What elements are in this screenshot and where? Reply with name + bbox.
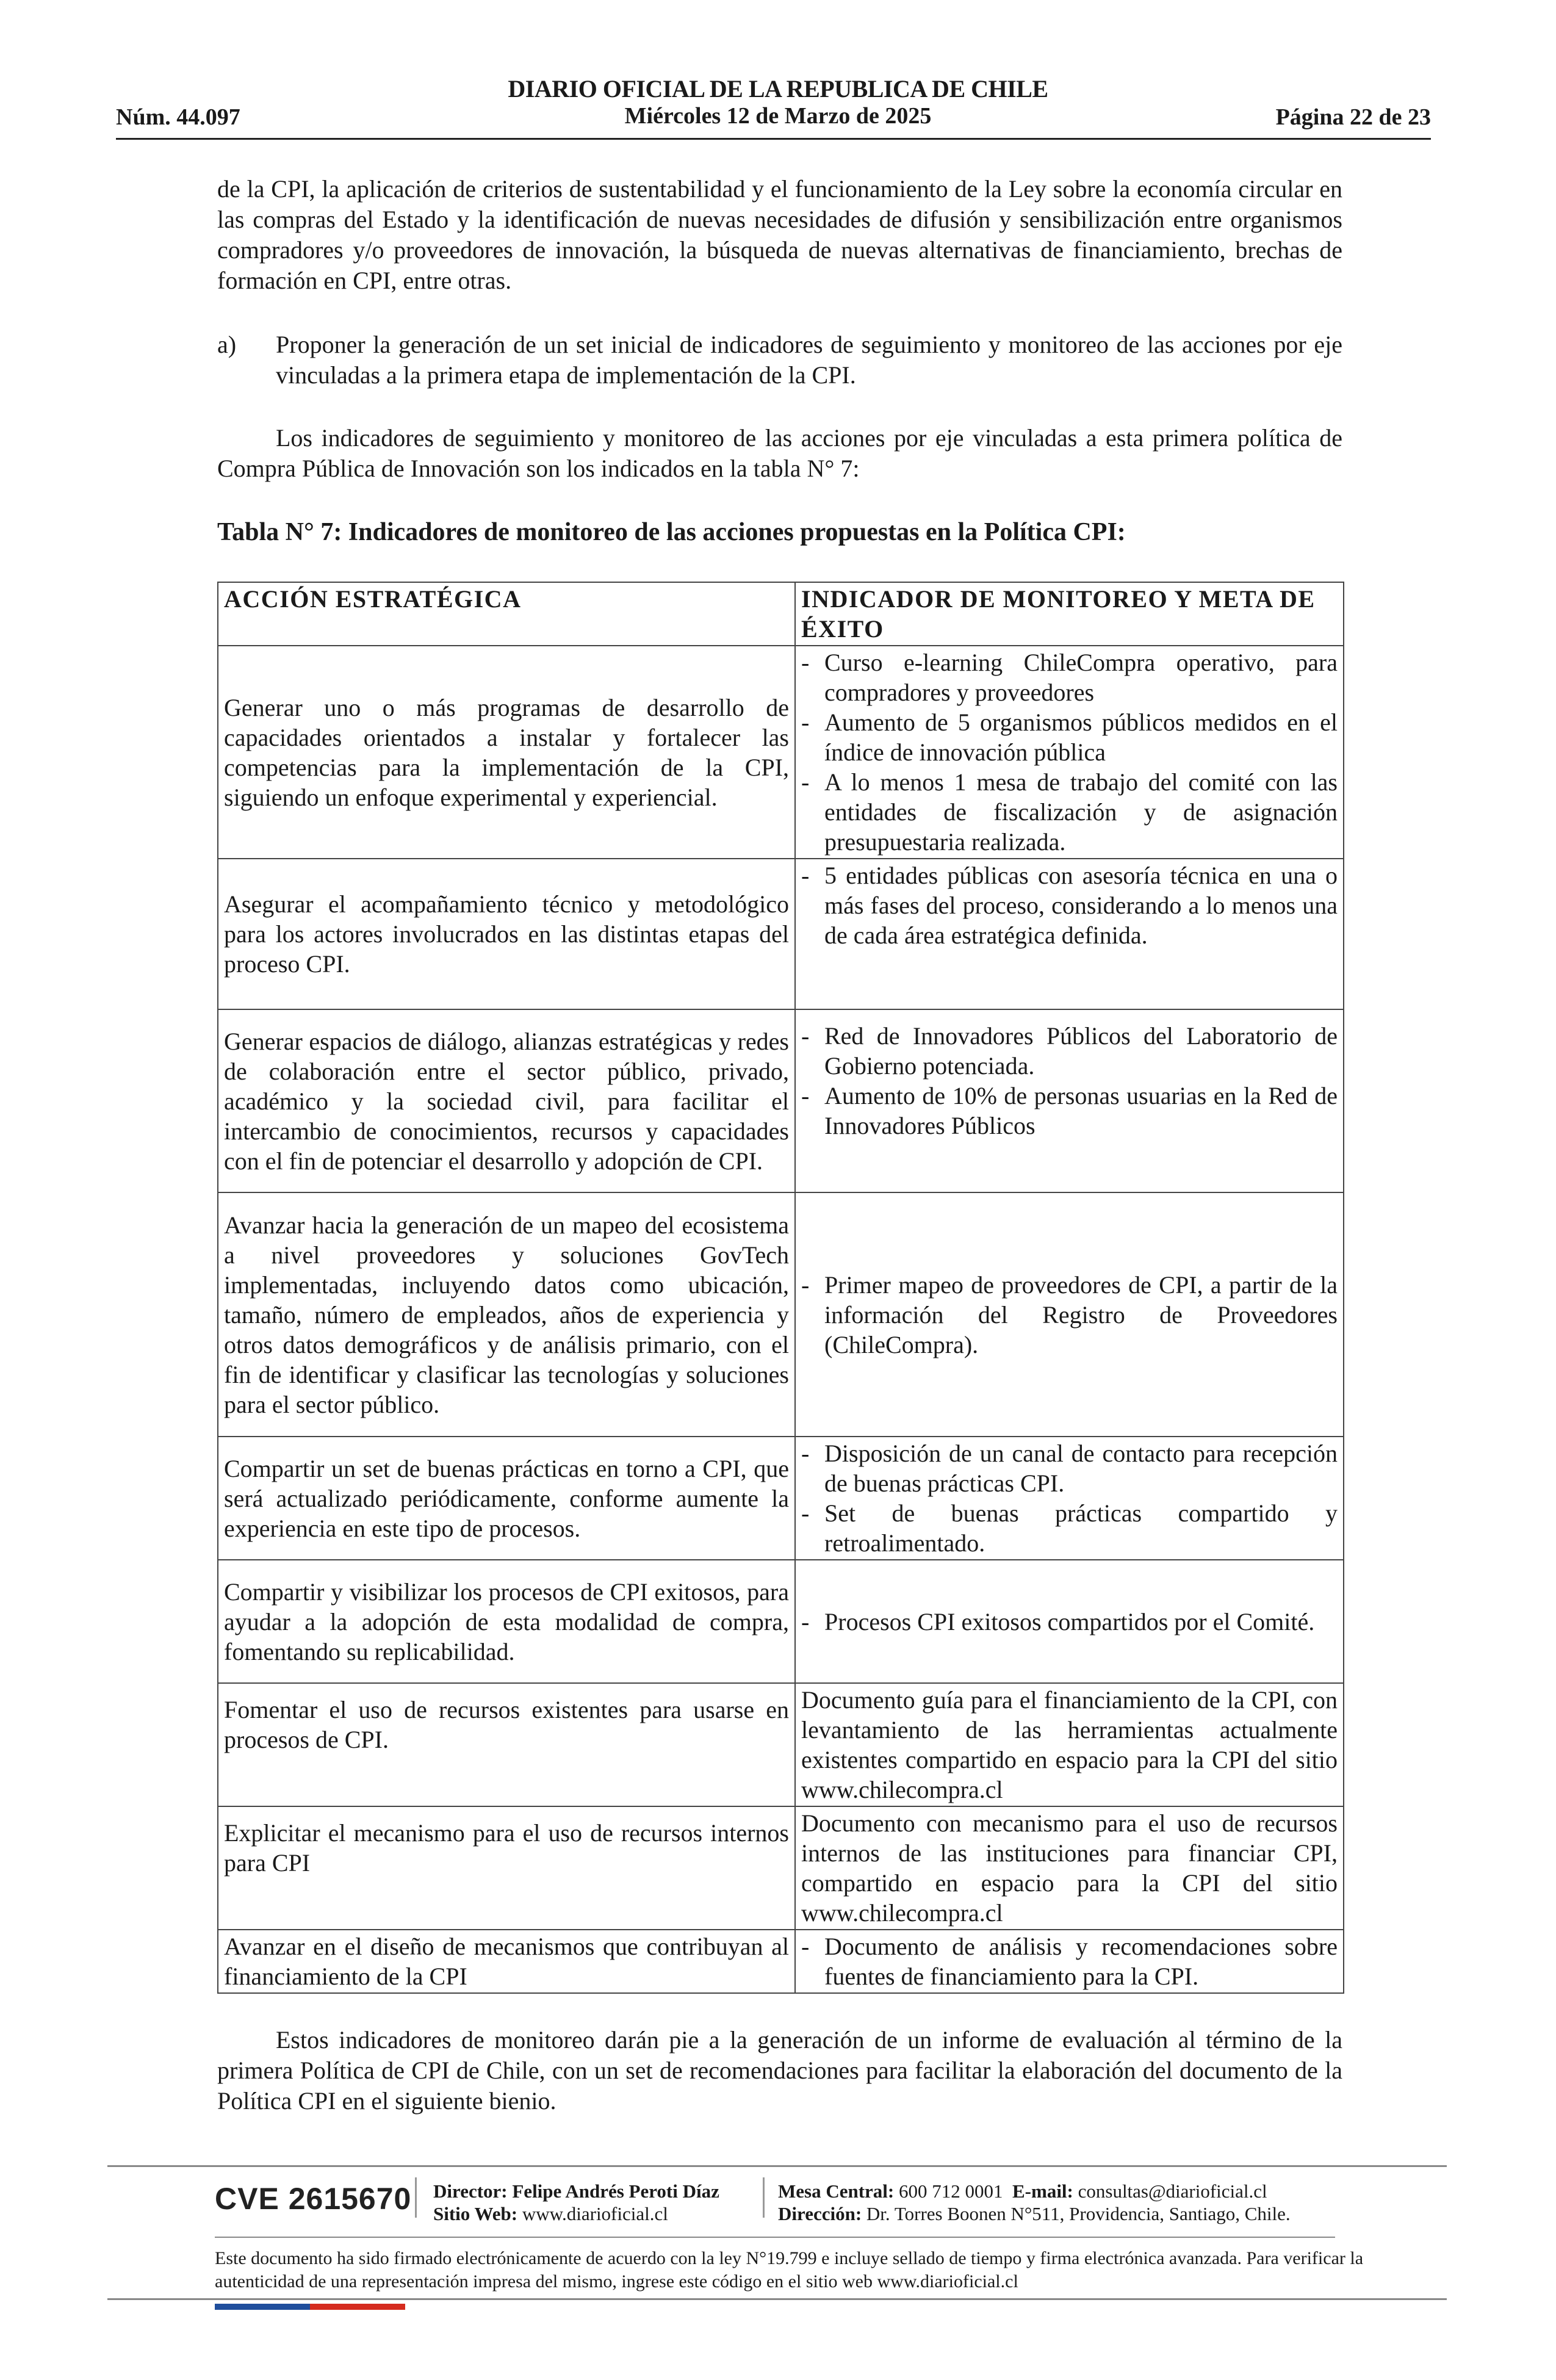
table-row [218,1930,1344,1993]
list-item-a [217,330,1342,391]
indicator-item: - Curso e-learning ChileCompra operativo, para compradores y proveedores [801,649,1338,706]
table-row [218,1009,1344,1192]
footer-separator [415,2177,417,2218]
column-header-indicator: INDICADOR DE MONITOREO Y META DE ÉXITO [795,582,1344,646]
action-cell: Generar uno o más programas de desarrollo de capacidades orientados a instalar y fortalecer las competencias para la implementación de la CPI, siguiendo un enfoque experimental y experiencial. [218,646,795,859]
list-item-text: Proponer la generación de un set inicial de indicadores de seguimiento y monitoreo de las acciones por eje vinculadas a la primera etapa de implementación de la CPI. [276,331,1342,389]
table-row [218,859,1344,1009]
email-label: E-mail: [1012,2180,1073,2202]
legal-notice: Este documento ha sido firmado electrónicamente de acuerdo con la ley N°19.799 e incluye sellado de tiempo y firma electrónica avanzada. Para verificar la autenticidad de una representación impresa del mismo, ingrese este código en el sitio web www.diarioficial.cl [215,2248,1364,2292]
flag-stripe-red [310,2304,405,2310]
footer-separator [763,2177,765,2218]
table-row [218,1683,1344,1806]
indicator-item: - Set de buenas prácticas compartido y retroalimentado. [801,1499,1338,1557]
indicator-item: - Red de Innovadores Públicos del Laboratorio de Gobierno potenciada. [801,1022,1338,1080]
action-cell: Explicitar el mecanismo para el uso de recursos internos para CPI [218,1806,795,1930]
indicator-cell [795,1930,1344,1993]
column-header-action: ACCIÓN ESTRATÉGICA [218,582,795,646]
phone-number: 600 712 0001 [899,2180,1003,2202]
address-text: Dr. Torres Boonen N°511, Providencia, Santiago, Chile. [866,2203,1291,2224]
indicator-item: - Aumento de 10% de personas usuarias en la Red de Innovadores Públicos [801,1082,1338,1139]
flag-stripe-blue [215,2304,310,2310]
table-row [218,1437,1344,1560]
indicator-item: - Procesos CPI exitosos compartidos por el Comité. [801,1607,1315,1635]
list-marker: a) [217,331,237,358]
table-header-row [218,582,1344,646]
website-link[interactable]: www.diarioficial.cl [522,2203,668,2224]
action-cell: Avanzar en el diseño de mecanismos que contribuyan al financiamiento de la CPI [218,1930,795,1993]
table-row [218,1806,1344,1930]
director-label: Director: [433,2180,508,2202]
indicators-table [217,582,1344,1994]
website-label: Sitio Web: [433,2203,518,2224]
intro-paragraph: de la CPI, la aplicación de criterios de sustentabilidad y el funcionamiento de la Ley sobre la economía circular en las compras del Estado y la identificación de nuevas necesidades de difusión y sensibilización entre organismos compradores y/o proveedores de innovación, la búsqueda de nuevas alternativas de financiamiento, brechas de formación en CPI, entre otras. [217,175,1342,294]
indicator-cell [795,859,1344,1009]
indicator-cell [795,1437,1344,1560]
footer-divider [107,2165,1447,2167]
footer-contact-block [778,2180,1291,2225]
action-cell: Generar espacios de diálogo, alianzas estratégicas y redes de colaboración entre el sector público, privado, académico y la sociedad civil, para facilitar el intercambio de conocimientos, recursos y capacidades con el fin de potenciar el desarrollo y adopción de CPI. [218,1009,795,1192]
footer-divider [215,2237,1335,2238]
header-divider [116,138,1431,140]
action-cell: Asegurar el acompañamiento técnico y metodológico para los actores involucrados en las distintas etapas del proceso CPI. [218,859,795,1009]
indicator-cell: Documento guía para el financiamiento de la CPI, con levantamiento de las herramientas actualmente existentes compartido en espacio para la CPI del sitio www.chilecompra.cl [795,1683,1344,1806]
indicator-cell [795,646,1344,859]
issue-date: Miércoles 12 de Marzo de 2025 [624,103,932,129]
closing-paragraph: Estos indicadores de monitoreo darán pie a la generación de un informe de evaluación al término de la primera Política de CPI de Chile, con un set de recomendaciones para facilitar la elaboración del documento de la Política CPI en el siguiente bienio. [217,2026,1342,2115]
indicator-item: - Documento de análisis y recomendaciones sobre fuentes de financiamiento para la CPI. [801,1933,1338,1990]
phone-label: Mesa Central: [778,2180,895,2202]
address-label: Dirección: [778,2203,862,2224]
table-row [218,646,1344,859]
footer-director-block [433,2180,719,2225]
indicator-cell [795,1192,1344,1437]
action-cell: Compartir y visibilizar los procesos de CPI exitosos, para ayudar a la adopción de esta modalidad de compra, fomentando su replicabilidad. [218,1560,795,1683]
email-link[interactable]: consultas@diarioficial.cl [1078,2180,1267,2202]
table-row [218,1560,1344,1683]
indicator-cell [795,1560,1344,1683]
indicator-item: - Aumento de 5 organismos públicos medidos en el índice de innovación pública [801,709,1338,766]
action-cell: Fomentar el uso de recursos existentes para usarse en procesos de CPI. [218,1683,795,1806]
action-cell: Compartir un set de buenas prácticas en torno a CPI, que será actualizado periódicamente, conforme aumente la experiencia en este tipo de procesos. [218,1437,795,1560]
indicator-cell: Documento con mecanismo para el uso de recursos internos de las instituciones para financiar CPI, compartido en espacio para la CPI del sitio www.chilecompra.cl [795,1806,1344,1930]
indicator-item: - Disposición de un canal de contacto para recepción de buenas prácticas CPI. [801,1440,1338,1497]
indicator-item: - 5 entidades públicas con asesoría técnica en una o más fases del proceso, considerando a lo menos una de cada área estratégica definida. [801,862,1338,949]
cve-code: CVE 2615670 [215,2182,412,2216]
director-name: Felipe Andrés Peroti Díaz [512,2180,719,2202]
indicator-item: - A lo menos 1 mesa de trabajo del comité con las entidades de fiscalización y de asignación presupuestaria realizada. [801,768,1338,856]
page-indicator: Página 22 de 23 [1275,104,1431,130]
action-cell: Avanzar hacia la generación de un mapeo del ecosistema a nivel proveedores y soluciones GovTech implementadas, incluyendo datos como ubicación, tamaño, número de empleados, años de experiencia y otros datos demográficos y de análisis primario, con el fin de identificar y clasificar las tecnologías y soluciones para el sector público. [218,1192,795,1437]
newspaper-title: DIARIO OFICIAL DE LA REPUBLICA DE CHILE [508,75,1048,103]
issue-number: Núm. 44.097 [116,104,240,130]
indicator-cell [795,1009,1344,1192]
indicator-item: - Primer mapeo de proveedores de CPI, a partir de la información del Registro de Proveedores (ChileCompra). [801,1271,1338,1358]
table-intro-paragraph: Los indicadores de seguimiento y monitoreo de las acciones por eje vinculadas a esta primera política de Compra Pública de Innovación son los indicados en la tabla N° 7: [217,424,1342,482]
footer-divider [107,2298,1447,2300]
table-row [218,1192,1344,1437]
table-caption: Tabla N° 7: Indicadores de monitoreo de las acciones propuestas en la Política CPI: [217,518,1126,546]
